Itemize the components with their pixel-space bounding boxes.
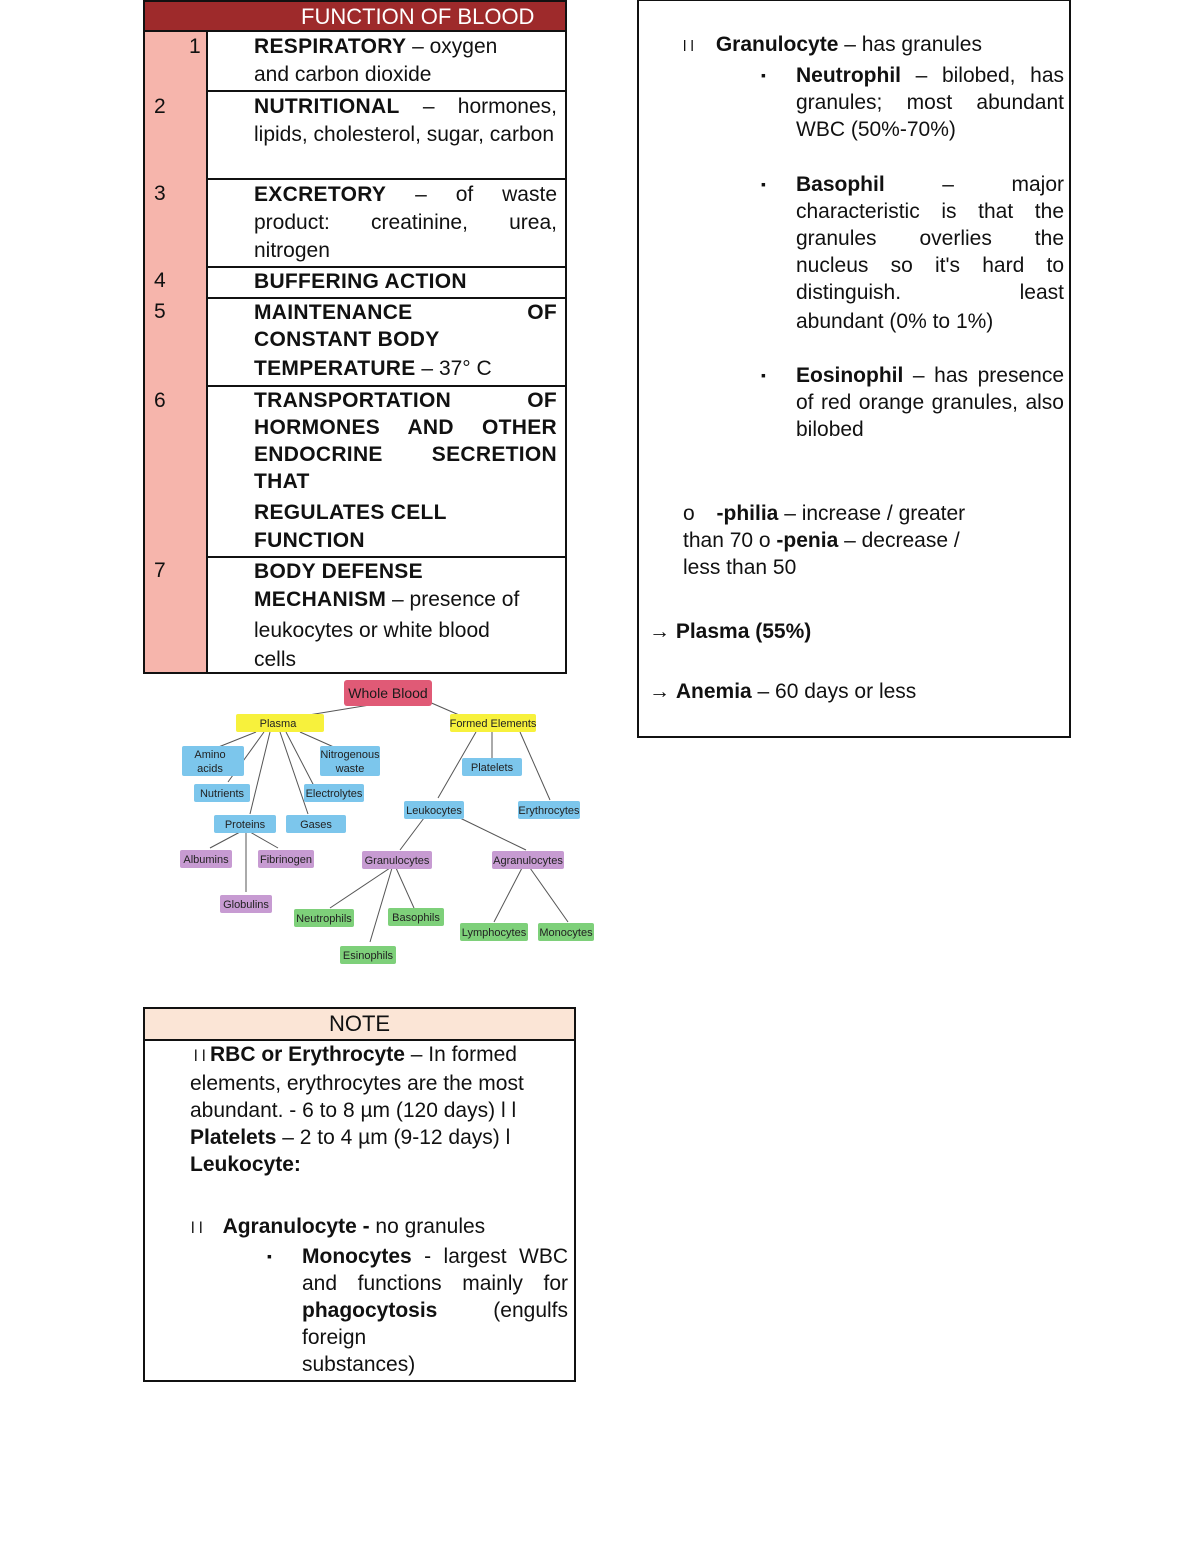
node-agranulocytes	[492, 851, 564, 869]
row-text-line	[254, 499, 505, 555]
node-monocytes	[538, 923, 594, 941]
svg-text:Neutrophils: Neutrophils	[296, 913, 352, 925]
svg-text:Formed Elements: Formed Elements	[449, 718, 537, 730]
svg-text:Globulins: Globulins	[223, 899, 269, 911]
bullet: ▪	[267, 1248, 272, 1264]
note-body	[190, 1041, 568, 1178]
note-header: NOTE	[145, 1009, 574, 1041]
svg-text:Nitrogenous: Nitrogenous	[320, 749, 380, 761]
bullet: ▪	[761, 176, 766, 192]
table-row	[208, 268, 565, 299]
white-blood-cells-panel	[637, 0, 1071, 738]
row-text: EXCRETORY – of waste product: creatinine, urea, nitrogen	[254, 183, 557, 262]
plasma-line: → Plasma (55%)	[649, 620, 812, 643]
row-title: TRANSPORTATION OF HORMONES AND OTHER ENDOCRINE SECRETION THAT	[254, 389, 557, 493]
node-platelets	[462, 758, 522, 776]
philia-penia-text: o -philia – increase / greater than 70 o -penia – decrease / less than 50	[683, 502, 966, 579]
svg-text:Basophils: Basophils	[392, 912, 440, 924]
svg-text:Fibrinogen: Fibrinogen	[260, 854, 312, 866]
svg-text:waste: waste	[335, 763, 365, 775]
granulocyte-heading: l l Granulocyte – has granules	[683, 33, 982, 56]
row-title: NUTRITIONAL	[254, 95, 400, 118]
row-title: MECHANISM	[254, 588, 387, 611]
svg-text:Amino: Amino	[194, 749, 226, 761]
node-proteins	[214, 815, 276, 833]
note-line: Platelets – 2 to 4 µm (9-12 days) l	[190, 1126, 511, 1149]
row-title: BUFFERING ACTION	[254, 270, 467, 293]
eosinophil-text: Eosinophil – has presence of red orange granules, also bilobed	[796, 364, 1064, 441]
table-header-title: FUNCTION OF BLOOD	[301, 4, 535, 29]
row-text: BODY DEFENSE MECHANISM – presence of	[254, 560, 520, 611]
row-text	[254, 268, 557, 296]
row-title: REGULATES CELL FUNCTION	[254, 501, 447, 552]
row-number: 5	[154, 300, 166, 323]
agranulocyte-heading: l l Agranulocyte - no granules	[191, 1215, 486, 1238]
svg-text:Proteins: Proteins	[224, 819, 266, 831]
node-fibrinogen	[258, 850, 314, 868]
node-globulins	[220, 895, 272, 913]
basophil-text: Basophil – major characteristic is that the granules overlies the nucleus so it's hard to distinguish. least	[796, 173, 1064, 304]
row-number: 1	[189, 35, 201, 58]
node-leukocytes	[404, 801, 464, 819]
row-text	[254, 387, 557, 495]
table-row	[208, 299, 565, 387]
node-gases	[286, 815, 346, 833]
note-box	[143, 1007, 576, 1382]
node-electrolytes	[304, 784, 364, 802]
row-text-line: leukocytes or white blood cells	[254, 619, 490, 671]
svg-text:Electrolytes: Electrolytes	[305, 788, 363, 800]
node-whole-blood	[344, 680, 432, 706]
row-title: EXCRETORY	[254, 183, 387, 206]
neutrophil-text: Neutrophil – bilobed, has granules; most abundant WBC (50%-70%)	[796, 64, 1064, 141]
svg-text:Platelets: Platelets	[470, 762, 514, 774]
svg-text:Agranulocytes: Agranulocytes	[493, 855, 563, 867]
basophil-text-last: abundant (0% to 1%)	[796, 310, 994, 333]
row-text: RESPIRATORY – oxygen and carbon dioxide	[254, 35, 498, 86]
svg-text:Plasma: Plasma	[259, 718, 297, 730]
row-number: 4	[154, 269, 166, 292]
svg-text:Monocytes: Monocytes	[539, 927, 593, 939]
note-line: l l RBC or Erythrocyte – In formed	[194, 1043, 517, 1066]
note-line: elements, erythrocytes are the most	[190, 1072, 524, 1095]
row-title: RESPIRATORY	[254, 35, 407, 58]
row-title: TEMPERATURE	[254, 357, 416, 380]
table-row	[208, 387, 565, 558]
whole-blood-concept-map	[170, 678, 600, 968]
row-title: MAINTENANCE OF CONSTANT BODY	[254, 301, 557, 351]
function-of-blood-table	[143, 0, 567, 674]
node-erythrocytes	[518, 801, 580, 819]
svg-text:Whole Blood: Whole Blood	[348, 685, 428, 701]
table-row	[208, 92, 565, 180]
svg-text:Nutrients: Nutrients	[199, 788, 245, 800]
arrow-right-icon: →	[649, 620, 670, 643]
arrow-right-icon: →	[649, 680, 670, 703]
svg-text:Gases: Gases	[300, 819, 332, 831]
node-nitrogenous-waste	[320, 746, 380, 776]
table-row	[208, 180, 565, 268]
svg-text:Granulocytes: Granulocytes	[364, 855, 430, 867]
node-plasma	[236, 714, 324, 732]
node-nutrients	[194, 784, 250, 802]
row-number: 6	[154, 389, 166, 412]
node-formed-elements	[450, 714, 537, 732]
table-header	[145, 2, 565, 32]
svg-text:Lymphocytes: Lymphocytes	[461, 927, 527, 939]
node-esinophils	[340, 946, 396, 964]
row-text	[254, 299, 557, 353]
row-number: 7	[154, 559, 166, 582]
table-row	[208, 558, 565, 674]
anemia-line: → Anemia – 60 days or less	[649, 680, 917, 703]
svg-text:Erythrocytes: Erythrocytes	[518, 805, 580, 817]
node-granulocytes	[362, 851, 432, 869]
row-text: NUTRITIONAL – hormones, lipids, cholesterol, sugar, carbon	[254, 95, 557, 146]
node-basophils	[388, 908, 444, 926]
node-amino-acids	[182, 746, 244, 776]
node-neutrophils	[294, 909, 354, 927]
row-number: 2	[154, 95, 166, 118]
note-line: abundant. - 6 to 8 µm (120 days) l l	[190, 1099, 517, 1122]
svg-text:Esinophils: Esinophils	[342, 950, 394, 962]
bullet: ▪	[761, 67, 766, 83]
node-lymphocytes	[460, 923, 528, 941]
row-title: BODY DEFENSE	[254, 560, 423, 583]
bullet: ▪	[761, 367, 766, 383]
svg-text:acids: acids	[197, 763, 223, 775]
row-text-line: TEMPERATURE – 37° C	[254, 357, 492, 380]
note-line: Leukocyte:	[190, 1153, 301, 1176]
svg-text:Albumins: Albumins	[183, 854, 229, 866]
monocytes-text: Monocytes - largest WBC and functions mainly for phagocytosis (engulfs foreign substances)	[302, 1245, 568, 1376]
table-row	[208, 32, 565, 92]
node-albumins	[180, 850, 232, 868]
row-number: 3	[154, 182, 166, 205]
svg-text:Leukocytes: Leukocytes	[406, 805, 462, 817]
